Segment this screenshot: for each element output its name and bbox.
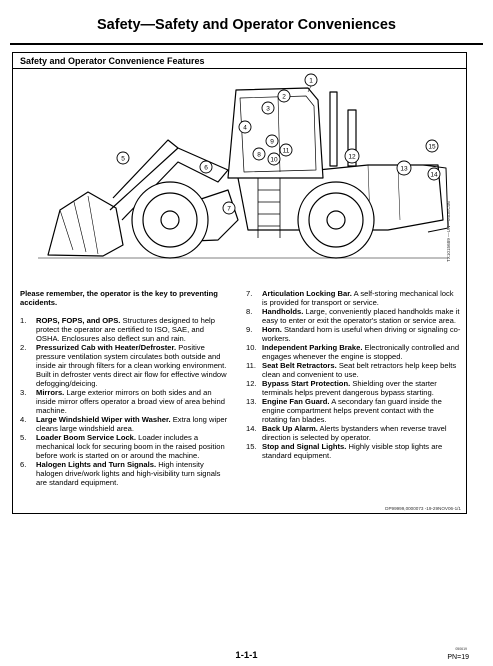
features-right-column [246, 289, 461, 460]
feature-number: 5. [20, 433, 27, 442]
feature-description: Shielding over the starter terminals helps prevent dangerous bypass starting. [262, 379, 437, 397]
page-code: 050619 [455, 647, 467, 651]
feature-item [20, 460, 228, 487]
feature-title: Pressurized Cab with Heater/Defroster. [36, 343, 177, 352]
callout-9: 9 [270, 138, 274, 146]
figure-id: TX1015689 —UN—04DEC06 [446, 201, 451, 262]
feature-title: Back Up Alarm. [262, 424, 318, 433]
feature-number: 10. [246, 343, 257, 352]
feature-title: Handholds. [262, 307, 304, 316]
bucket [48, 192, 123, 256]
page-title: Safety—Safety and Operator Conveniences [97, 17, 396, 33]
feature-title: Halogen Lights and Turn Signals. [36, 460, 157, 469]
feature-number: 11. [246, 361, 256, 370]
pn-label: PN=19 [447, 654, 469, 661]
feature-item [246, 442, 461, 460]
feature-description: A self-storing mechanical lock is provided for transport or service. [262, 289, 454, 307]
feature-item [20, 316, 228, 343]
callout-13: 13 [400, 165, 408, 173]
callout-4: 4 [243, 124, 247, 132]
feature-title: Seat Belt Retractors. [262, 361, 337, 370]
feature-number: 14. [246, 424, 257, 433]
feature-description: High intensity halogen drive/work lights and high-visibility turn signals are standard equipment. [36, 460, 221, 487]
document-reference: DP99999,0000073 -19-29NOV06-1/1 [385, 506, 461, 511]
callout-10: 10 [270, 156, 278, 164]
callout-2: 2 [282, 93, 286, 101]
callout-15: 15 [428, 143, 436, 151]
feature-description: Large, conveniently placed handholds make it easy to enter or exit the operator's station or service area. [262, 307, 460, 325]
feature-description: Seat belt retractors help keep belts clean and convenient to use. [262, 361, 457, 379]
feature-text [262, 307, 461, 325]
callout-12: 12 [348, 153, 356, 161]
feature-text [262, 325, 461, 343]
feature-number: 4. [20, 415, 27, 424]
feature-text [36, 316, 228, 343]
features-list-right [246, 289, 461, 460]
callout-11: 11 [282, 147, 290, 155]
feature-description: Highly visible stop lights are standard equipment. [262, 442, 443, 460]
feature-item [246, 379, 461, 397]
feature-description: Standard horn is useful when driving or signaling co-workers. [262, 325, 461, 343]
feature-item [246, 397, 461, 424]
callout-8: 8 [257, 151, 261, 159]
feature-title: Mirrors. [36, 388, 65, 397]
feature-description: Alerts bystanders when reverse travel direction is selected by operator. [262, 424, 447, 442]
feature-title: Engine Fan Guard. [262, 397, 330, 406]
feature-text [262, 424, 461, 442]
feature-text [262, 289, 461, 307]
feature-text [36, 460, 228, 487]
feature-number: 2. [20, 343, 27, 352]
intro-text: Please remember, the operator is the key to preventing accidents. [20, 289, 218, 307]
loader-illustration [18, 70, 458, 270]
page-number: 1-1-1 [235, 650, 258, 661]
callout-3: 3 [266, 105, 270, 113]
feature-number: 9. [246, 325, 253, 334]
feature-title: Bypass Start Protection. [262, 379, 351, 388]
callout-5: 5 [121, 155, 125, 163]
feature-title: Loader Boom Service Lock. [36, 433, 137, 442]
feature-title: ROPS, FOPS, and OPS. [36, 316, 121, 325]
feature-number: 15. [246, 442, 257, 451]
feature-description: Structures designed to help protect the operator are certified to ISO, SAE, and OSHA. Enclosures also deflect sun and rain. [36, 316, 215, 343]
callout-7: 7 [227, 205, 231, 213]
feature-description: A secondary fan guard inside the engine compartment helps prevent contact with the rotating fan blades. [262, 397, 442, 424]
feature-item [246, 307, 461, 325]
features-left-column [20, 289, 228, 487]
feature-title: Large Windshield Wiper with Washer. [36, 415, 171, 424]
feature-description: Large exterior mirrors on both sides and an inside mirror offers operator a broad view of area behind machine. [36, 388, 225, 415]
feature-item [246, 424, 461, 442]
feature-description: Extra long wiper cleans large windshield area. [36, 415, 228, 433]
callout-6: 6 [204, 164, 208, 172]
feature-number: 6. [20, 460, 27, 469]
feature-number: 12. [246, 379, 257, 388]
feature-number: 8. [246, 307, 253, 316]
feature-text [36, 415, 228, 433]
feature-number: 3. [20, 388, 27, 397]
feature-number: 13. [246, 397, 257, 406]
feature-text [262, 361, 461, 379]
feature-text [36, 343, 228, 388]
feature-item [20, 433, 228, 460]
feature-title: Horn. [262, 325, 282, 334]
features-list-left [20, 316, 228, 487]
feature-text [262, 442, 461, 460]
feature-item [20, 388, 228, 415]
feature-title: Independent Parking Brake. [262, 343, 363, 352]
box-title-rule [12, 68, 467, 69]
feature-number: 1. [20, 316, 27, 325]
feature-item [246, 325, 461, 343]
feature-item [246, 289, 461, 307]
feature-description: Positive pressure ventilation system circulates both outside and inside air through filters for a clean working environment. Built in defroster vents direct air flow for effective window defogging/deicing. [36, 343, 227, 388]
callout-14: 14 [430, 171, 438, 179]
feature-description: Loader includes a mechanical lock for securing boom in the raised position before work is started on or around the machine. [36, 433, 225, 460]
feature-title: Articulation Locking Bar. [262, 289, 352, 298]
feature-description: Electronically controlled and engages whenever the engine is stopped. [262, 343, 460, 361]
feature-item [246, 343, 461, 361]
feature-text [262, 379, 461, 397]
feature-item [246, 361, 461, 379]
feature-text [262, 343, 461, 361]
feature-text [36, 388, 228, 415]
feature-text [36, 433, 228, 460]
title-rule [10, 43, 483, 45]
feature-title: Stop and Signal Lights. [262, 442, 347, 451]
feature-item [20, 415, 228, 433]
callout-1: 1 [309, 77, 313, 85]
feature-item [20, 343, 228, 388]
feature-text [262, 397, 461, 424]
feature-number: 7. [246, 289, 253, 298]
box-title: Safety and Operator Convenience Features [20, 56, 205, 66]
